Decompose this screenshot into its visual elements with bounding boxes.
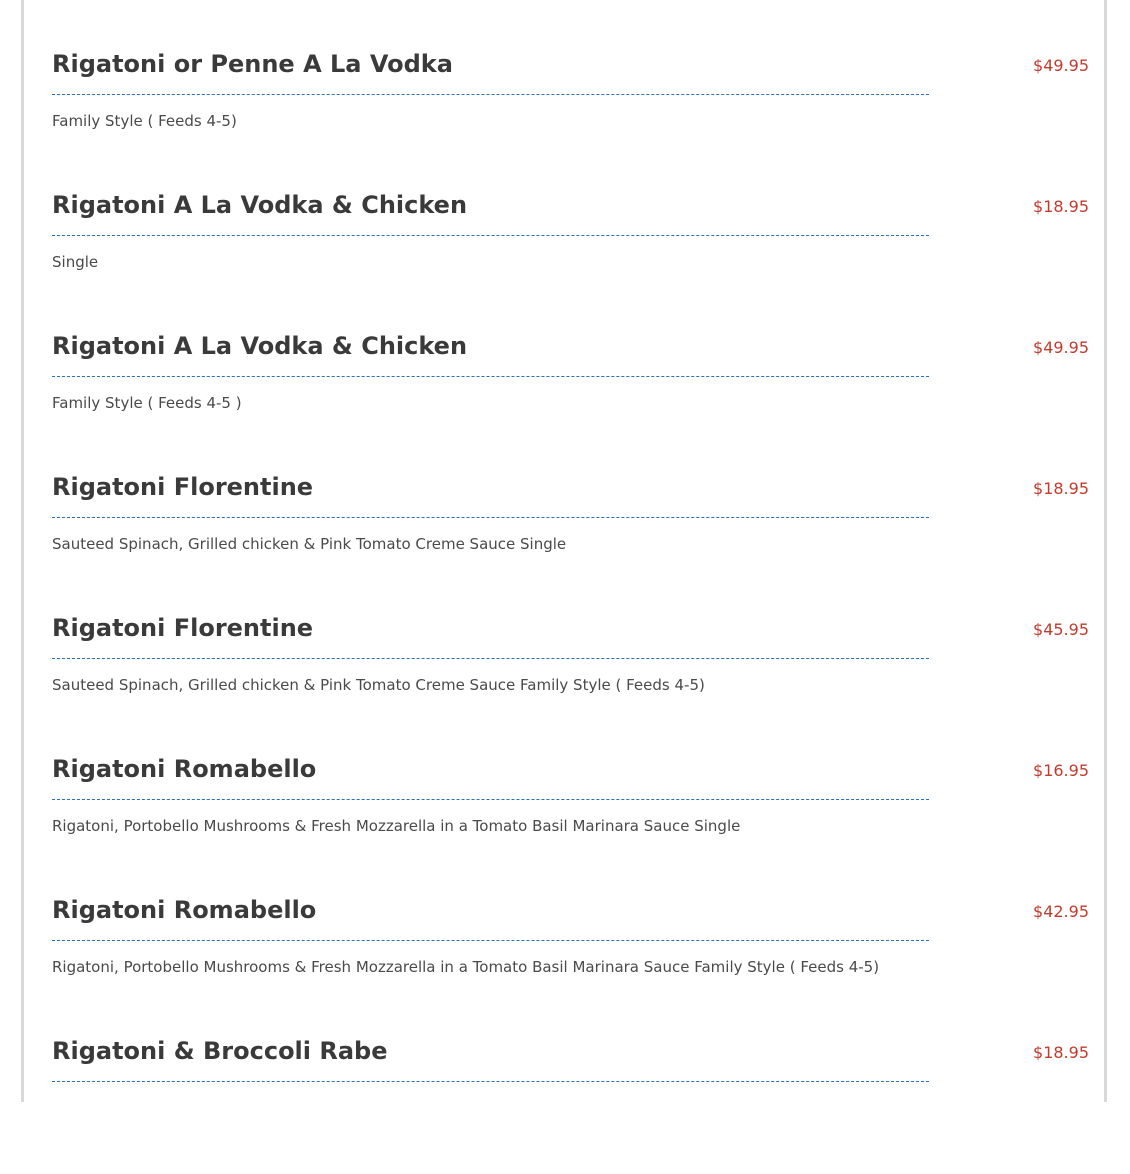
menu-item-name: Rigatoni Romabello <box>52 751 929 800</box>
menu-item-name: Rigatoni Romabello <box>52 892 929 941</box>
menu-item-description: Family Style ( Feeds 4-5) <box>52 112 237 130</box>
menu-item[interactable] <box>52 610 1092 751</box>
menu-item-description: Sauteed Spinach, Grilled chicken & Pink Tomato Creme Sauce Family Style ( Feeds 4-5) <box>52 676 705 694</box>
menu-item-description: Family Style ( Feeds 4-5 ) <box>52 394 242 412</box>
menu-item-price: $18.95 <box>1033 197 1089 216</box>
menu-item[interactable] <box>52 1033 1092 1174</box>
menu-item-name: Rigatoni or Penne A La Vodka <box>52 46 929 95</box>
menu-item[interactable] <box>52 328 1092 469</box>
menu-item-price: $16.95 <box>1033 761 1089 780</box>
menu-item[interactable] <box>52 751 1092 892</box>
menu-item-name: Rigatoni Florentine <box>52 610 929 659</box>
menu-item-price: $45.95 <box>1033 620 1089 639</box>
menu-item[interactable] <box>52 469 1092 610</box>
menu-item[interactable] <box>52 892 1092 1033</box>
menu-item-name: Rigatoni A La Vodka & Chicken <box>52 328 929 377</box>
menu-item-description: Rigatoni, Portobello Mushrooms & Fresh Mozzarella in a Tomato Basil Marinara Sauce Family Style ( Feeds 4-5) <box>52 958 880 976</box>
menu-item[interactable] <box>52 187 1092 328</box>
menu-item-name: Rigatoni & Broccoli Rabe <box>52 1033 929 1082</box>
menu-item-price: $49.95 <box>1033 56 1089 75</box>
menu-item-price: $18.95 <box>1033 1043 1089 1062</box>
menu-item-name: Rigatoni Florentine <box>52 469 929 518</box>
menu-item-price: $49.95 <box>1033 338 1089 357</box>
menu-item-name: Rigatoni A La Vodka & Chicken <box>52 187 929 236</box>
menu-item-price: $42.95 <box>1033 902 1089 921</box>
menu-item-description: Rigatoni, Portobello Mushrooms & Fresh Mozzarella in a Tomato Basil Marinara Sauce Single <box>52 817 741 835</box>
menu-panel <box>21 0 1107 1102</box>
menu-item[interactable] <box>52 46 1092 187</box>
menu-item-price: $18.95 <box>1033 479 1089 498</box>
menu-item-description: Sauteed Spinach, Grilled chicken & Pink Tomato Creme Sauce Single <box>52 535 567 553</box>
menu-item-description: Single <box>52 253 99 271</box>
